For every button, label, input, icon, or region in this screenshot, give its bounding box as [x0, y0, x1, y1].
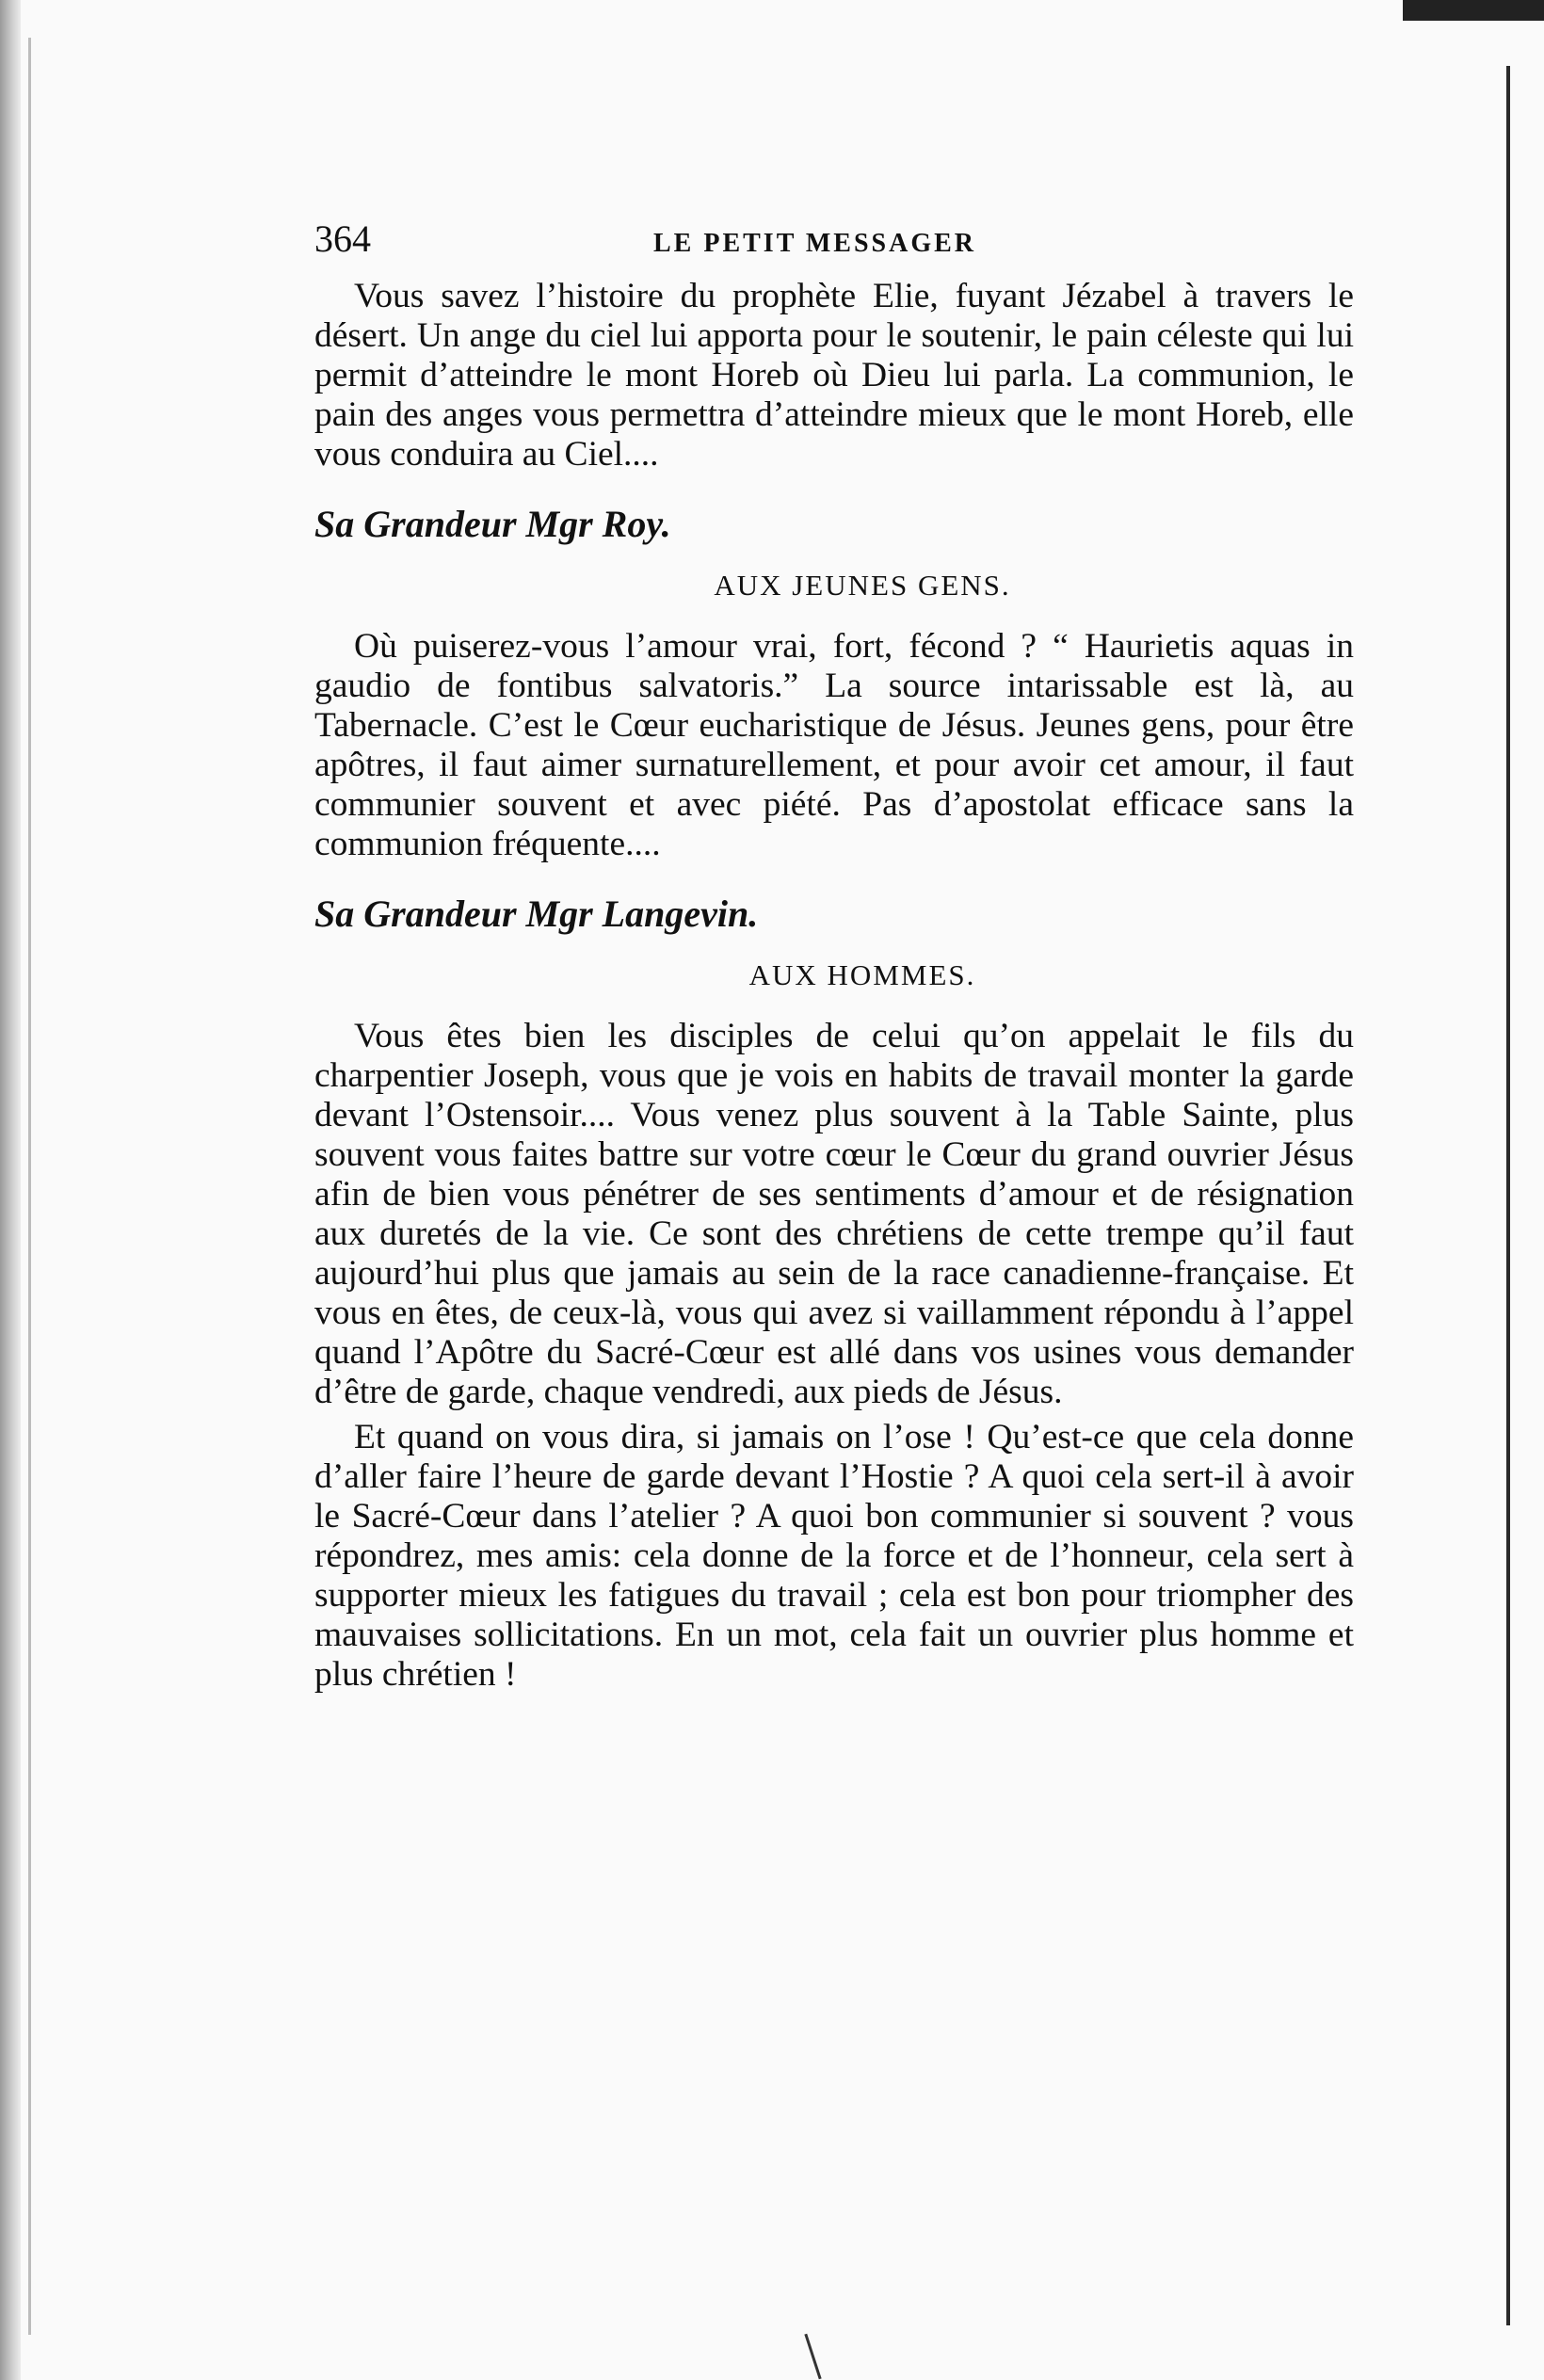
- section-heading-hommes: AUX HOMMES.: [748, 958, 976, 991]
- paragraph: Vous savez l’histoire du prophète Elie, fuyant Jézabel à travers le désert. Un ange du ciel lui apporta pour le soutenir, le pain céleste qui lui permit d’atteindre le mont Horeb où Dieu lui parla. La communion, le pain des anges vous permettra d’atteindre mieux que le mont Horeb, elle vous conduira au Ciel....: [314, 277, 1354, 474]
- page-number: 364: [314, 217, 371, 260]
- section-heading-jeunes-gens: AUX JEUNES GENS.: [714, 569, 1011, 602]
- paragraph: Vous êtes bien les disciples de celui qu’on appelait le fils du charpentier Joseph, vous que je vois en habits de travail monter la garde devant l’Ostensoir.... Vous venez plus souvent à la Table Sainte, plus souvent vous faites battre sur votre cœur le Cœur du grand ouvrier Jésus afin de bien vous pénétrer de ses sentiments d’amour et de résignation aux duretés de la vie. Ce sont des chrétiens de cette trempe qu’il faut aujourd’hui plus que jamais au sein de la race canadienne-française. Et vous en êtes, de ceux-là, vous qui avez si vaillamment répondu à l’appel quand l’Apôtre du Sacré-Cœur est allé dans vos usines vous demander d’être de garde, chaque vendredi, aux pieds de Jésus.: [314, 1017, 1354, 1411]
- page-text-block: [314, 217, 1354, 1695]
- signature-roy: Sa Grandeur Mgr Roy.: [314, 503, 671, 545]
- paragraph: Où puiserez-vous l’amour vrai, fort, fécond ? “ Haurietis aquas in gaudio de fontibus salvatoris.” La source intarissable est là, au Tabernacle. C’est le Cœur eucharistique de Jésus. Jeunes gens, pour être apôtres, il faut aimer surnaturellement, et pour avoir cet amour, il faut communier souvent et avec piété. Pas d’apostolat efficace sans la communion fréquente....: [314, 627, 1354, 863]
- scan-top-right-shadow: [1403, 0, 1544, 21]
- scan-bottom-mark: [804, 2334, 821, 2379]
- scan-right-edge-line: [1506, 66, 1510, 2325]
- running-title: LE PETIT MESSAGER: [653, 229, 977, 258]
- running-head: [314, 217, 1354, 273]
- scan-left-edge: [0, 0, 21, 2380]
- signature-langevin: Sa Grandeur Mgr Langevin.: [314, 892, 759, 935]
- scan-left-fold-line: [28, 38, 31, 2335]
- paragraph: Et quand on vous dira, si jamais on l’ose ! Qu’est-ce que cela donne d’aller faire l’heure de garde devant l’Hostie ? A quoi cela sert-il à avoir le Sacré-Cœur dans l’atelier ? A quoi bon communier si souvent ? vous répondrez, mes amis: cela donne de la force et de l’honneur, cela sert à supporter mieux les fatigues du travail ; cela est bon pour triompher des mauvaises sollicitations. En un mot, cela fait un ouvrier plus homme et plus chrétien !: [314, 1418, 1354, 1694]
